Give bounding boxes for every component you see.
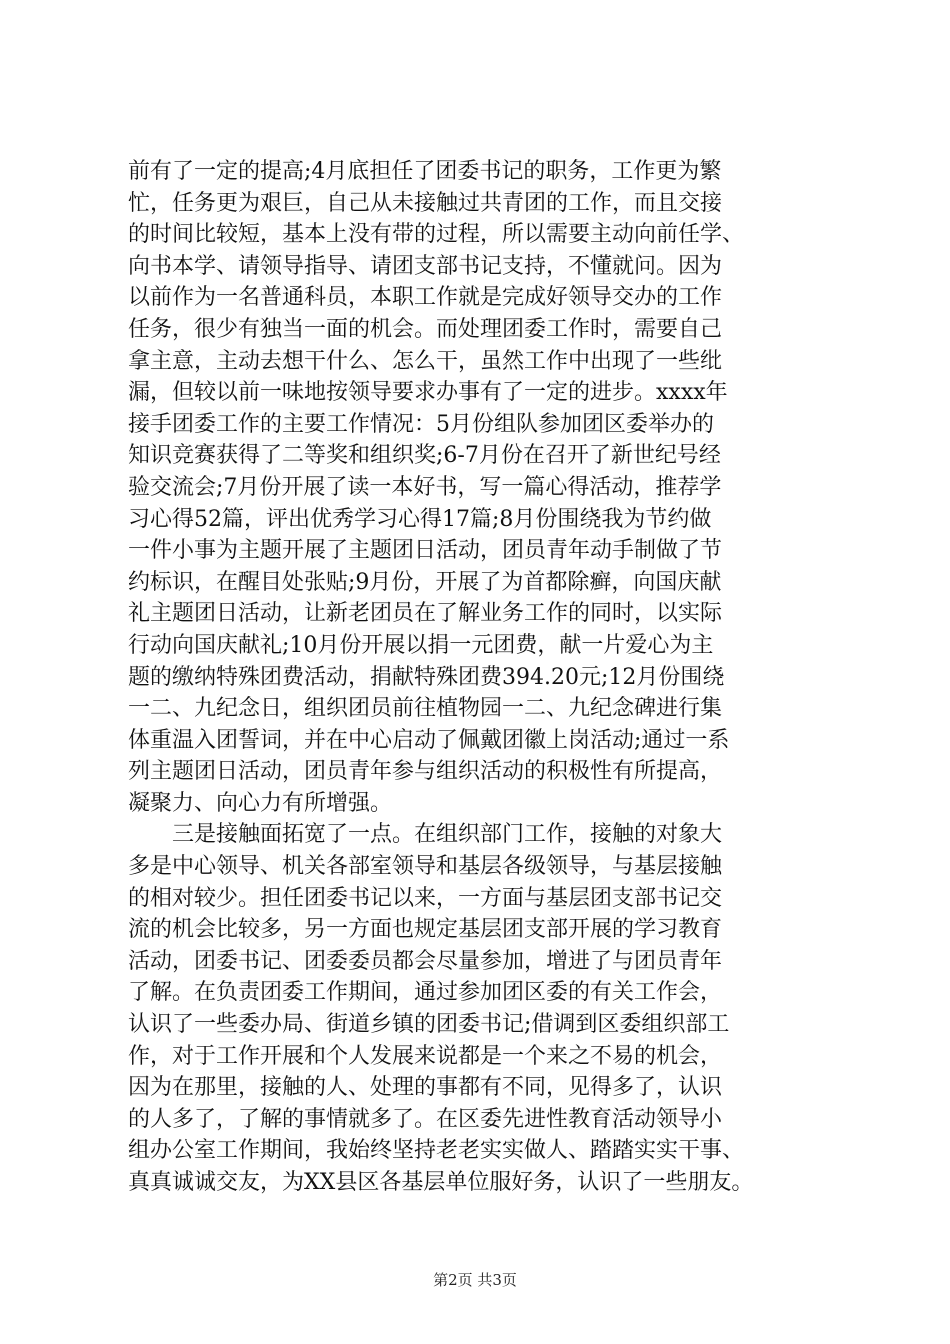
text-line: 凝聚力、向心力有所增强。 xyxy=(128,790,393,816)
text-line: 以前作为一名普通科员，本职工作就是完成好领导交办的工作 xyxy=(128,285,723,311)
text-line: 向书本学、请领导指导、请团支部书记支持，不懂就问。因为 xyxy=(128,253,723,279)
text-line: 因为在那里，接触的人、处理的事都有不同，见得多了，认识 xyxy=(128,1075,723,1101)
text-line: 了解。在负责团委工作期间，通过参加团区委的有关工作会， xyxy=(128,980,723,1006)
text-line: 习心得52篇，评出优秀学习心得17篇;8月份围绕我为节约做 xyxy=(128,506,712,532)
text-line: 列主题团日活动，团员青年参与组织活动的积极性有所提高， xyxy=(128,759,723,785)
text-line: 一件小事为主题开展了主题团日活动，团员青年动手制做了节 xyxy=(128,538,723,564)
text-line: 拿主意，主动去想干什么、怎么干，虽然工作中出现了一些纰 xyxy=(128,348,723,374)
text-line: 题的缴纳特殊团费活动，捐献特殊团费394.20元;12月份围绕 xyxy=(128,664,725,690)
text-line: 的相对较少。担任团委书记以来，一方面与基层团支部书记交 xyxy=(128,885,723,911)
text-line: 作，对于工作开展和个人发展来说都是一个来之不易的机会， xyxy=(128,1043,723,1069)
text-line: 知识竞赛获得了二等奖和组织奖;6-7月份在召开了新世纪号经 xyxy=(128,443,721,469)
text-line: 前有了一定的提高;4月底担任了团委书记的职务，工作更为繁 xyxy=(128,159,722,184)
text-line: 组办公室工作期间，我始终坚持老老实实做人、踏踏实实干事、 xyxy=(128,1138,745,1164)
text-line: 漏，但较以前一味地按领导要求办事有了一定的进步。xxxx年 xyxy=(128,380,728,406)
text-line: 接手团委工作的主要工作情况：5月份组队参加团区委举办的 xyxy=(128,411,714,437)
text-line: 认识了一些委办局、街道乡镇的团委书记;借调到区委组织部工 xyxy=(128,1012,730,1038)
text-line: 验交流会;7月份开展了读一本好书，写一篇心得活动，推荐学 xyxy=(128,474,722,500)
text-line: 任务，很少有独当一面的机会。而处理团委工作时，需要自己 xyxy=(128,316,723,342)
text-line: 一二、九纪念日，组织团员前往植物园一二、九纪念碑进行集 xyxy=(128,696,723,722)
text-line: 体重温入团誓词，并在中心启动了佩戴团徽上岗活动;通过一系 xyxy=(128,727,730,753)
body-text xyxy=(128,156,824,1199)
text-line: 活动，团委书记、团委委员都会尽量参加，增进了与团员青年 xyxy=(128,948,723,974)
text-line: 流的机会比较多，另一方面也规定基层团支部开展的学习教育 xyxy=(128,917,723,943)
text-line: 真真诚诚交友，为XX县区各基层单位服好务，认识了一些朋友。 xyxy=(128,1170,754,1195)
text-line: 礼主题团日活动，让新老团员在了解业务工作的同时，以实际 xyxy=(128,601,723,627)
text-line: 约标识，在醒目处张贴;9月份，开展了为首都除癣，向国庆献 xyxy=(128,569,722,595)
text-line: 的时间比较短，基本上没有带的过程，所以需要主动向前任学、 xyxy=(128,222,745,248)
text-line: 三是接触面拓宽了一点。在组织部门工作，接触的对象大 xyxy=(128,822,723,848)
page-footer: 第2页 共3页 xyxy=(433,1271,517,1289)
text-line: 的人多了，了解的事情就多了。在区委先进性教育活动领导小 xyxy=(128,1106,723,1132)
text-line: 多是中心领导、机关各部室领导和基层各级领导，与基层接触 xyxy=(128,854,723,880)
text-line: 行动向国庆献礼;10月份开展以捐一元团费，献一片爱心为主 xyxy=(128,632,714,658)
text-line: 忙，任务更为艰巨，自己从未接触过共青团的工作，而且交接 xyxy=(128,190,723,216)
